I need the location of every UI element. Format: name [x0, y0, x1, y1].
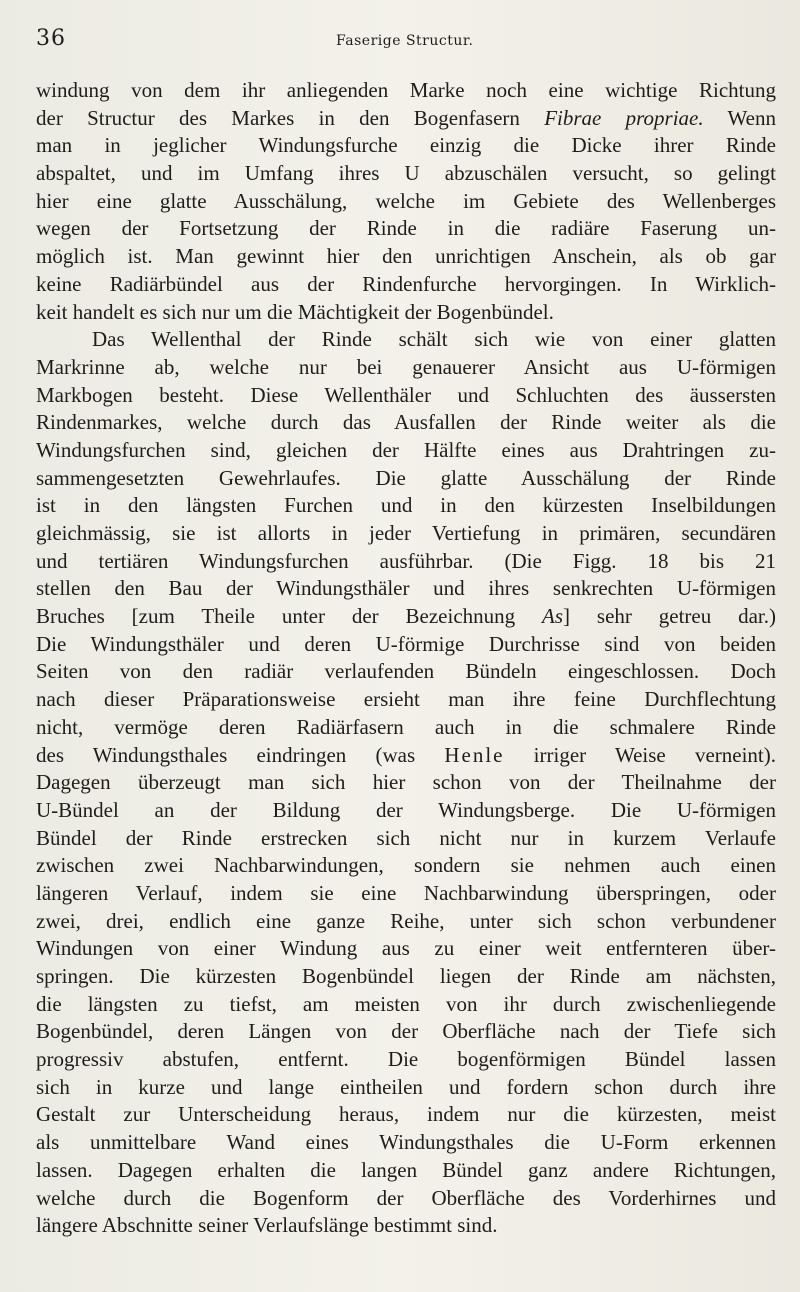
text-line: keit handelt es sich nur um die Mächtigkeit der Bogenbündel.: [36, 299, 554, 324]
text-line: Bündel der Rinde erstrecken sich nicht nur in kurzem Verlaufe: [36, 825, 776, 850]
text-line: der Structur des Markes in den Bogenfasern Fibrae propriae. Wenn: [36, 105, 776, 130]
running-title: Faserige Structur.: [336, 33, 474, 49]
text-line: zwei, drei, endlich eine ganze Reihe, unter sich schon verbundener: [36, 908, 776, 933]
text-line: nach dieser Präparationsweise ersieht man ihre feine Durchflechtung: [36, 687, 776, 712]
text-line: springen. Die kürzesten Bogenbündel liegen der Rinde am nächsten,: [36, 964, 776, 988]
text-line: Das Wellenthal der Rinde schält sich wie von einer glatten: [92, 327, 776, 352]
page-number: 36: [36, 26, 66, 51]
text-line: wegen der Fortsetzung der Rinde in die radiäre Faserung un-: [36, 216, 776, 241]
text-line: Die Windungsthäler und deren U-förmige Durchrisse sind von beiden: [36, 631, 776, 656]
text-line: Markrinne ab, welche nur bei genauerer Ansicht aus U-förmigen: [36, 354, 776, 379]
text-line: Windungen von einer Windung aus zu einer weit entfernteren über-: [36, 936, 776, 961]
text-line: progressiv abstufen, entfernt. Die bogenförmigen Bündel lassen: [36, 1047, 776, 1072]
text-line: Markbogen besteht. Diese Wellenthäler und Schluchten des äussersten: [36, 382, 776, 407]
text-line: gleichmässig, sie ist allorts in jeder Vertiefung in primären, secundären: [36, 521, 776, 545]
text-line: längeren Verlauf, indem sie eine Nachbarwindung überspringen, oder: [36, 880, 776, 905]
text-line: ist in den längsten Furchen und in den kürzesten Inselbildungen: [36, 493, 776, 518]
text-line: hier eine glatte Ausschälung, welche im Gebiete des Wellenberges: [36, 188, 776, 213]
text-line: keine Radiärbündel aus der Rindenfurche hervorgingen. In Wirklich-: [36, 271, 776, 296]
text-line: Dagegen überzeugt man sich hier schon von der Theilnahme der: [36, 770, 776, 795]
text-line: windung von dem ihr anliegenden Marke noch eine wichtige Richtung: [36, 78, 776, 102]
text-line: längere Abschnitte seiner Verlaufslänge bestimmt sind.: [36, 1213, 498, 1238]
text-line: sammengesetzten Gewehrlaufes. Die glatte Ausschälung der Rinde: [36, 465, 776, 490]
text-line: Gestalt zur Unterscheidung heraus, indem nur die kürzesten, meist: [36, 1102, 776, 1127]
text-line: sich in kurze und lange eintheilen und fordern schon durch ihre: [36, 1074, 776, 1099]
text-line: Bogenbündel, deren Längen von der Oberfläche nach der Tiefe sich: [36, 1019, 776, 1044]
page-header: [36, 26, 776, 66]
text-line: stellen den Bau der Windungsthäler und ihres senkrechten U-förmigen: [36, 576, 776, 601]
text-line: Bruches [zum Theile unter der Bezeichnung As] sehr getreu dar.): [36, 604, 776, 629]
text-line: und tertiären Windungsfurchen ausführbar. (Die Figg. 18 bis 21: [36, 548, 776, 573]
text-line: nicht, vermöge deren Radiärfasern auch in die schmalere Rinde: [36, 714, 776, 739]
text-line: die längsten zu tiefst, am meisten von ihr durch zwischenliegende: [36, 991, 776, 1016]
text-line: U-Bündel an der Bildung der Windungsberge. Die U-förmigen: [36, 797, 776, 822]
text-line: man in jeglicher Windungsfurche einzig die Dicke ihrer Rinde: [36, 133, 776, 158]
text-line: möglich ist. Man gewinnt hier den unrichtigen Anschein, als ob gar: [36, 244, 776, 269]
text-line: Windungsfurchen sind, gleichen der Hälfte eines aus Drahtringen zu-: [36, 437, 776, 462]
text-line: des Windungsthales eindringen (was Henle irriger Weise verneint).: [36, 742, 776, 767]
text-line: als unmittelbare Wand eines Windungsthales die U-Form erkennen: [36, 1130, 776, 1155]
text-line: Rindenmarkes, welche durch das Ausfallen der Rinde weiter als die: [36, 410, 776, 435]
body-text: [36, 77, 776, 1240]
text-line: abspaltet, und im Umfang ihres U abzuschälen versucht, so gelingt: [36, 161, 776, 186]
text-line: welche durch die Bogenform der Oberfläche des Vorderhirnes und: [36, 1185, 776, 1210]
text-line: zwischen zwei Nachbarwindungen, sondern sie nehmen auch einen: [36, 853, 776, 878]
text-line: Seiten von den radiär verlaufenden Bündeln eingeschlossen. Doch: [36, 659, 776, 684]
text-line: lassen. Dagegen erhalten die langen Bündel ganz andere Richtungen,: [36, 1157, 776, 1182]
